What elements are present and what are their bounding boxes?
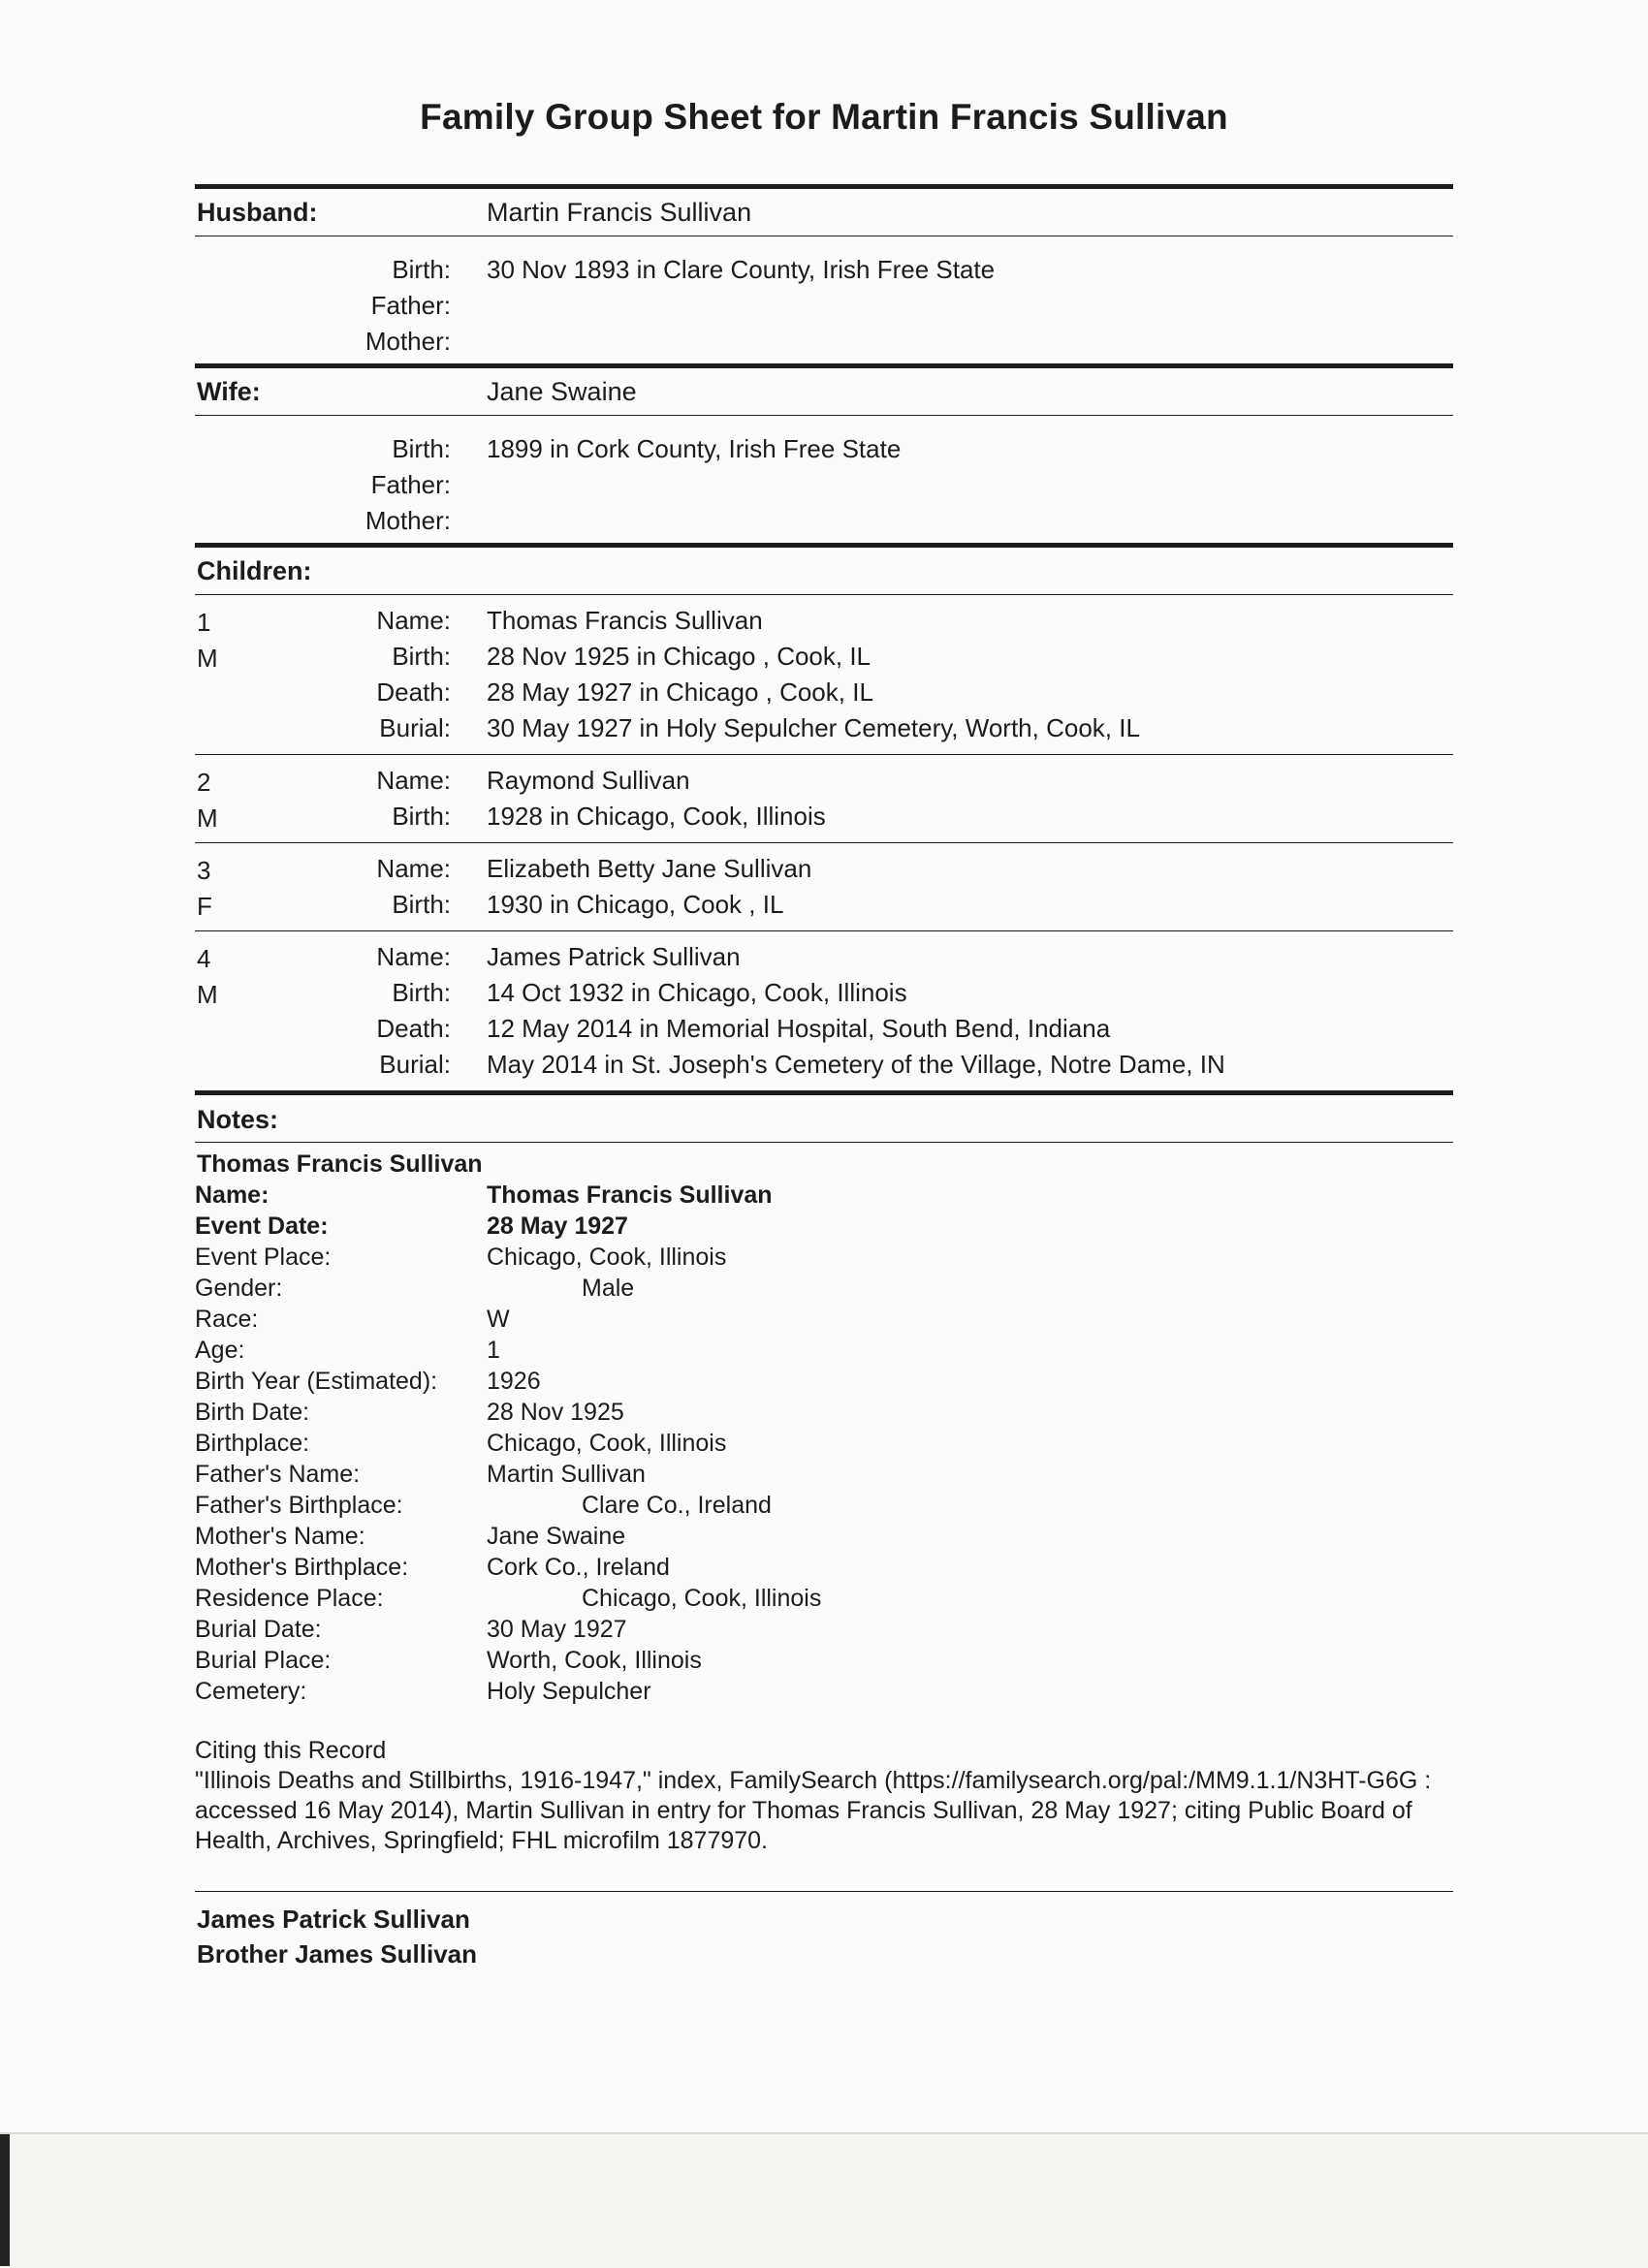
notes-label: Notes:: [197, 1105, 279, 1134]
husband-label: Husband:: [197, 198, 318, 227]
note-field-label: Mother's Birthplace:: [195, 1554, 409, 1581]
note-field-value: Clare Co., Ireland: [582, 1492, 772, 1519]
child-sex: M: [197, 644, 218, 673]
fact-value: 1930 in Chicago, Cook , IL: [487, 890, 784, 919]
note-field-row: [195, 1490, 1453, 1521]
note-field-row: [195, 1304, 1453, 1335]
note-field-label: Burial Place:: [195, 1647, 332, 1674]
fact-label: Burial:: [379, 713, 451, 742]
fact-label: Mother:: [364, 506, 451, 535]
note-field-row: [195, 1521, 1453, 1552]
fact-label: Name:: [376, 766, 451, 795]
note-field-label: Father's Name:: [195, 1461, 361, 1488]
child-entry: [195, 843, 1453, 930]
note-field-label: Birthplace:: [195, 1430, 310, 1457]
fact-row: [195, 763, 1453, 799]
note-field-row: [195, 1676, 1453, 1707]
note-field-row: [195, 1180, 1453, 1211]
fact-row: [195, 887, 1453, 923]
fact-label: Mother:: [364, 327, 451, 356]
fact-row: [195, 603, 1453, 639]
note-field-value: W: [487, 1306, 510, 1333]
husband-name: Martin Francis Sullivan: [487, 198, 752, 227]
fact-row: [195, 252, 1453, 288]
fact-label: Father:: [370, 470, 451, 499]
fact-label: Birth:: [392, 255, 451, 284]
note-field-label: Birth Date:: [195, 1399, 310, 1426]
note-field-value: Male: [582, 1275, 635, 1302]
children-header: [195, 548, 1453, 594]
note-field-label: Mother's Name:: [195, 1523, 365, 1550]
note-field-value: 28 May 1927: [487, 1213, 628, 1240]
wife-facts: [195, 416, 1453, 543]
fact-value: 28 Nov 1925 in Chicago , Cook, IL: [487, 642, 872, 671]
note-field-label: Burial Date:: [195, 1616, 322, 1643]
fact-value: 1899 in Cork County, Irish Free State: [487, 434, 902, 463]
note-field-value: Cork Co., Ireland: [487, 1554, 670, 1581]
note-field-label: Gender:: [195, 1275, 283, 1302]
note-field-value: Thomas Francis Sullivan: [487, 1181, 773, 1209]
note-field-value: Chicago, Cook, Illinois: [487, 1244, 727, 1271]
fact-label: Birth:: [392, 802, 451, 831]
note-field-label: Event Place:: [195, 1244, 332, 1271]
fact-value: Raymond Sullivan: [487, 766, 690, 795]
husband-header: [195, 189, 1453, 236]
note-field-row: [195, 1614, 1453, 1645]
child-entry: [195, 931, 1453, 1090]
note-field-label: Cemetery:: [195, 1678, 307, 1705]
fact-row: [195, 939, 1453, 975]
note-field-label: Age:: [195, 1337, 245, 1364]
fact-label: Name:: [376, 854, 451, 883]
note-record-title: Thomas Francis Sullivan: [197, 1150, 483, 1178]
fact-row: [195, 1011, 1453, 1047]
page-title: Family Group Sheet for Martin Francis Sullivan: [420, 97, 1228, 137]
husband-facts: [195, 236, 1453, 363]
note-field-label: Name:: [195, 1181, 269, 1209]
note-footer-line: James Patrick Sullivan: [197, 1905, 470, 1934]
fact-value: 12 May 2014 in Memorial Hospital, South Bend, Indiana: [487, 1014, 1111, 1043]
fact-label: Name:: [376, 942, 451, 971]
fact-label: Death:: [376, 1014, 451, 1043]
fact-value: 14 Oct 1932 in Chicago, Cook, Illinois: [487, 978, 907, 1007]
wife-label: Wife:: [197, 377, 261, 406]
fact-row: [195, 288, 1453, 324]
note-field-label: Event Date:: [195, 1213, 329, 1240]
fact-value: May 2014 in St. Joseph's Cemetery of the Village, Notre Dame, IN: [487, 1050, 1225, 1079]
child-sex: M: [197, 980, 218, 1009]
note-field-value: 1: [487, 1337, 500, 1364]
note-field-value: Chicago, Cook, Illinois: [582, 1585, 822, 1612]
fact-row: [195, 710, 1453, 746]
fact-row: [195, 503, 1453, 539]
fact-label: Birth:: [392, 978, 451, 1007]
note-field-value: Worth, Cook, Illinois: [487, 1647, 702, 1674]
child-entry: [195, 595, 1453, 754]
fact-label: Birth:: [392, 642, 451, 671]
note-field-row: [195, 1583, 1453, 1614]
wife-name: Jane Swaine: [487, 377, 637, 406]
fact-value: Elizabeth Betty Jane Sullivan: [487, 854, 812, 883]
note-field-value: 30 May 1927: [487, 1616, 627, 1643]
fact-label: Father:: [370, 291, 451, 320]
child-entry: [195, 755, 1453, 842]
note-field-row: [195, 1242, 1453, 1273]
note-field-label: Residence Place:: [195, 1585, 384, 1612]
note-field-row: [195, 1366, 1453, 1397]
fact-row: [195, 799, 1453, 835]
fact-row: [195, 639, 1453, 675]
child-number: 1: [197, 608, 211, 637]
note-field-value: Martin Sullivan: [487, 1461, 646, 1488]
fact-value: James Patrick Sullivan: [487, 942, 741, 971]
citation: [195, 1736, 1453, 1856]
note-field-row: [195, 1397, 1453, 1428]
note-field-label: Birth Year (Estimated):: [195, 1368, 438, 1395]
note-field-row: [195, 1428, 1453, 1459]
note-field-row: [195, 1645, 1453, 1676]
fact-value: 30 Nov 1893 in Clare County, Irish Free State: [487, 255, 996, 284]
scanner-shadow: [0, 2134, 10, 2266]
child-sex: F: [197, 892, 212, 921]
note-field-row: [195, 1552, 1453, 1583]
child-sex: M: [197, 803, 218, 833]
note-field-row: [195, 1459, 1453, 1490]
fact-row: [195, 324, 1453, 360]
note-field-label: Race:: [195, 1306, 259, 1333]
child-number: 4: [197, 944, 211, 973]
wife-header: [195, 368, 1453, 415]
fact-row: [195, 467, 1453, 503]
fact-label: Name:: [376, 606, 451, 635]
family-group-content: [195, 184, 1453, 1971]
fact-value: Thomas Francis Sullivan: [487, 606, 763, 635]
note-footer: [195, 1892, 1453, 1971]
note-footer-line: Brother James Sullivan: [197, 1939, 477, 1969]
fact-label: Death:: [376, 677, 451, 707]
fact-row: [195, 1047, 1453, 1083]
fact-label: Birth:: [392, 890, 451, 919]
note-field-value: Holy Sepulcher: [487, 1678, 651, 1705]
note-field-value: 1926: [487, 1368, 541, 1395]
citation-text: "Illinois Deaths and Stillbirths, 1916-1947," index, FamilySearch (https://familysearch.org/pal:/MM9.1.1/N3HT-G6G : accessed 16 May 2014), Martin Sullivan in entry for Thomas Francis Sullivan, 28 May 1927; citing Public Board of Health, Archives, Springfield; FHL microfilm 1877970.: [195, 1767, 1432, 1854]
note-field-label: Father's Birthplace:: [195, 1492, 403, 1519]
note-field-value: 28 Nov 1925: [487, 1399, 624, 1426]
notes-body: [195, 1143, 1453, 1971]
children-list: [195, 594, 1453, 1090]
fact-label: Burial:: [379, 1050, 451, 1079]
fact-row: [195, 675, 1453, 710]
note-record-fields: [195, 1180, 1453, 1707]
child-number: 3: [197, 856, 211, 885]
note-field-value: Chicago, Cook, Illinois: [487, 1430, 727, 1457]
fact-row: [195, 975, 1453, 1011]
scanner-bed-edge: [0, 2132, 1648, 2268]
fact-row: [195, 851, 1453, 887]
note-field-row: [195, 1335, 1453, 1366]
note-field-value: Jane Swaine: [487, 1523, 626, 1550]
note-field-row: [195, 1273, 1453, 1304]
citation-heading: Citing this Record: [195, 1737, 387, 1764]
fact-value: 28 May 1927 in Chicago , Cook, IL: [487, 677, 873, 707]
fact-label: Birth:: [392, 434, 451, 463]
fact-value: 1928 in Chicago, Cook, Illinois: [487, 802, 826, 831]
note-field-row: [195, 1211, 1453, 1242]
fact-row: [195, 431, 1453, 467]
children-label: Children:: [197, 556, 312, 585]
fact-value: 30 May 1927 in Holy Sepulcher Cemetery, Worth, Cook, IL: [487, 713, 1140, 742]
child-number: 2: [197, 768, 211, 797]
